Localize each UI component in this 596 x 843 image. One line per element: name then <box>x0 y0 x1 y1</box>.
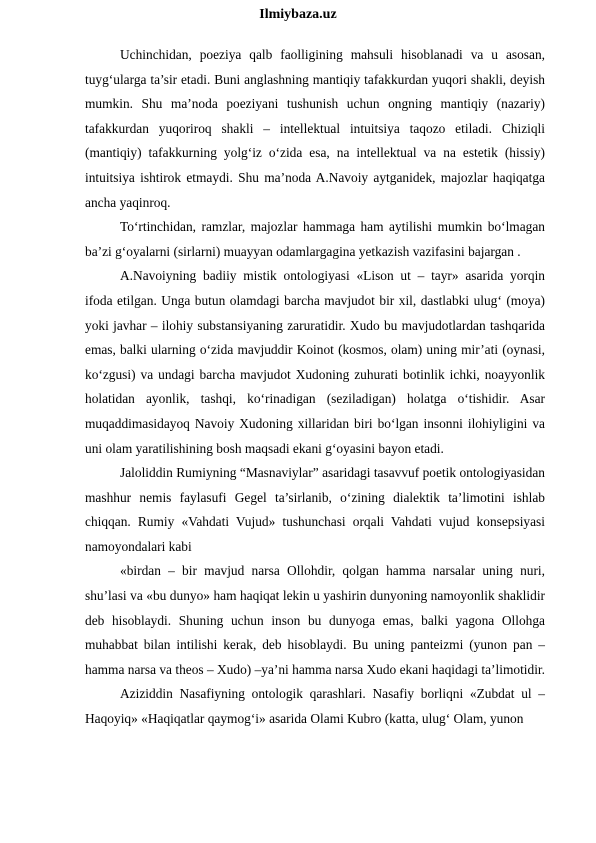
paragraph-5: «birdan – bir mavjud narsa Ollohdir, qolgan hamma narsalar uning nuri, shu’lasi va «bu dunyo» ham haqiqat lekin u yashirin dunyoning namoyonlik shaklidir deb hisoblaydi. Shuning uchun inson bu dunyoga emas, balki yagona Ollohga muhabbat bilan intilishi kerak, deb hisoblaydi. Bu uning panteizmi (yunon pan – hamma narsa va theos – Xudo) –ya’ni hamma narsa Xudo ekani haqidagi ta’limotidir. <box>85 563 545 677</box>
paragraph-1: Uchinchidan, poeziya qalb faolligining mahsuli hisoblanadi va u asosan, tuyg‘ularga ta’sir etadi. Buni anglashning mantiqiy tafakkurdan yuqori shakli, deyish mumkin. Shu ma’noda poeziyani tushunish uchun ongning mantiqiy (nazariy) tafakkurdan yuqoriroq shakli – intellektual intuitsiya taqozo etiladi. Chiziqli (mantiqiy) tafakkurning yolg‘iz o‘zida esa, na intellektual va na estetik (hissiy) intuitsiya ishtirok etmaydi. Shu ma’noda A.Navoiy aytganidek, majozlar haqiqatga ancha yaqinroq. <box>85 47 545 210</box>
document-body <box>85 43 545 732</box>
paragraph-2: To‘rtinchidan, ramzlar, majozlar hammaga ham aytilishi mumkin bo‘lmagan ba’zi g‘oyalarni (sirlarni) muayyan odamlargagina yetkazish vazifasini bajargan . <box>85 219 545 259</box>
paragraph-6: Aziziddin Nasafiyning ontologik qarashlari. Nasafiy borliqni «Zubdat ul – Haqoyiq» «Haqiqatlar qaymog‘i» asarida Olami Kubro (katta, ulug‘ Olam, yunon <box>85 686 545 727</box>
paragraph-4: Jaloliddin Rumiyning “Masnaviylar” asaridagi tasavvuf poetik ontologiyasidan mashhur nemis faylasufi Gegel ta’sirlanib, o‘zining dialektik ta’limotini ishlab chiqqan. Rumiy «Vahdati Vujud» tushunchasi orqali Vahdati vujud konsepsiyasi namoyondalari kabi <box>85 465 545 554</box>
site-title: Ilmiybaza.uz <box>259 7 337 22</box>
paragraph-3: A.Navoiyning badiiy mistik ontologiyasi «Lison ut – tayr» asarida yorqin ifoda etilgan. Unga butun olamdagi barcha mavjudot bir xil, dastlabki ulug‘ (moya) yoki javhar – ilohiy substansiyaning zaruratidir. Xudo bu mavjudotlardan tashqarida emas, balki ularning o‘zida mavjuddir Koinot (kosmos, olam) uning mir’ati (oynasi, ko‘zgusi) va undagi barcha mavjudot Xudoning zuhurati botinlik ichki, noayyonlik holatidan ayonlik, tashqi, ko‘rinadigan (seziladigan) holatga o‘tishidir. Asar muqaddimasidayoq Navoiy Xudoning xillaridan biri bo‘lgan insonni ilohiyligini va uni olam yaratilishining bosh maqsadi ekani g‘oyasini bayon etadi. <box>85 268 545 456</box>
page-header <box>0 6 596 24</box>
